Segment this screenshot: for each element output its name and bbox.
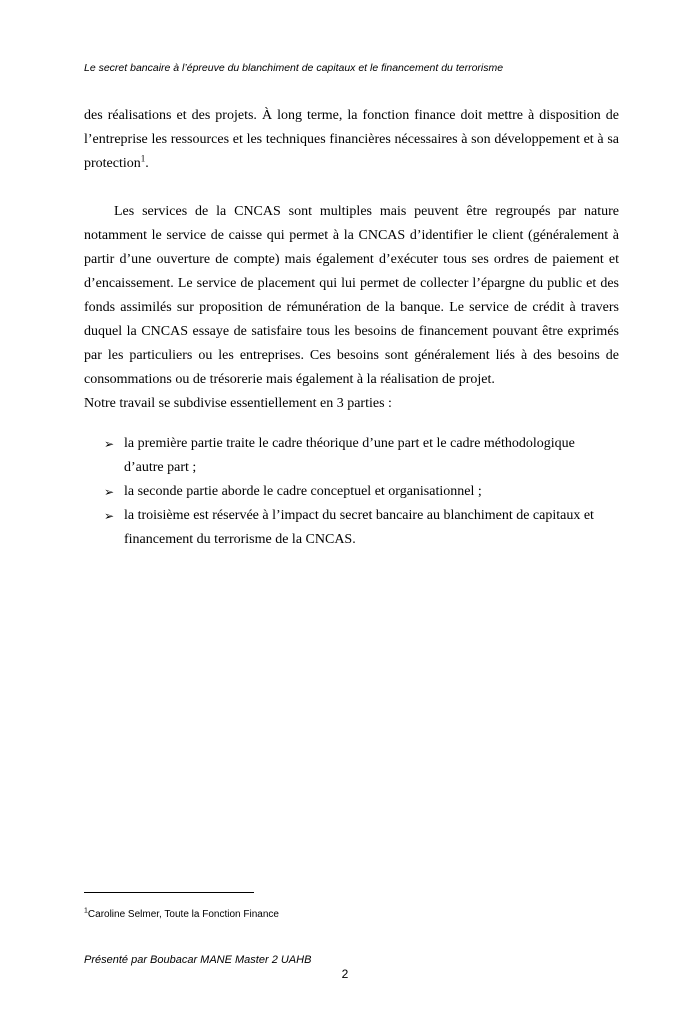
arrow-bullet-icon: ➢: [104, 509, 115, 523]
paragraph-2: Les services de la CNCAS sont multiples mais peuvent être regroupés par nature notamment le service de caisse qui permet à la CNCAS d’identifier le client (généralement à partir d’une ouverture de compte) mais également d’exécuter tous ses ordres de paiement et d’encaissement. Le service de placement qui lui permet de collecter l’épargne du public et des fonds assimilés sur proposition de rémunération de la banque. Le service de crédit à travers duquel la CNCAS essaye de satisfaire tous les besoins de financement pouvant être exprimés par les particuliers ou les entreprises. Ces besoins sont généralement liés à des besoins de consommations ou de trésorerie mais également à la réalisation de projet.: [84, 204, 619, 387]
paragraph-1-end: .: [145, 156, 149, 171]
paragraph-spacer: [84, 176, 619, 200]
page-footer: Présenté par Boubacar MANE Master 2 UAHB: [84, 954, 312, 966]
list-item-line: la première partie traite le cadre théorique d’une part et le cadre méthodologique: [124, 436, 575, 451]
footnote-reference[interactable]: 1: [140, 153, 146, 164]
footnote-text: Caroline Selmer, Toute la Fonction Finance: [87, 909, 279, 920]
list-item: [84, 432, 619, 480]
footnote-separator: [84, 892, 254, 893]
body-text: [84, 104, 619, 552]
arrow-bullet-icon: ➢: [104, 437, 115, 451]
paragraph-1-text: des réalisations et des projets. À long terme, la fonction finance doit mettre à disposition de l’entreprise les ressources et les techniques financières nécessaires à son développement et à sa protection: [84, 108, 619, 171]
list-item: [84, 504, 619, 552]
paragraph-3: Notre travail se subdivise essentiellement en 3 parties :: [84, 396, 392, 411]
footnote-number: 1: [84, 907, 88, 915]
paragraph-1: [84, 104, 619, 176]
running-header: Le secret bancaire à l’épreuve du blanchiment de capitaux et le financement du terrorisme: [84, 62, 504, 74]
footnote: [84, 908, 279, 921]
arrow-bullet-icon: ➢: [104, 485, 115, 499]
parts-list: [84, 432, 619, 552]
list-item: [84, 480, 619, 504]
list-item-line: la seconde partie aborde le cadre conceptuel et organisationnel ;: [124, 484, 482, 499]
list-item-continuation: financement du terrorisme de la CNCAS.: [124, 532, 356, 547]
page-number: 2: [341, 967, 349, 981]
list-item-continuation: d’autre part ;: [124, 460, 197, 475]
list-item-line: la troisième est réservée à l’impact du secret bancaire au blanchiment de capitaux et: [124, 508, 594, 523]
